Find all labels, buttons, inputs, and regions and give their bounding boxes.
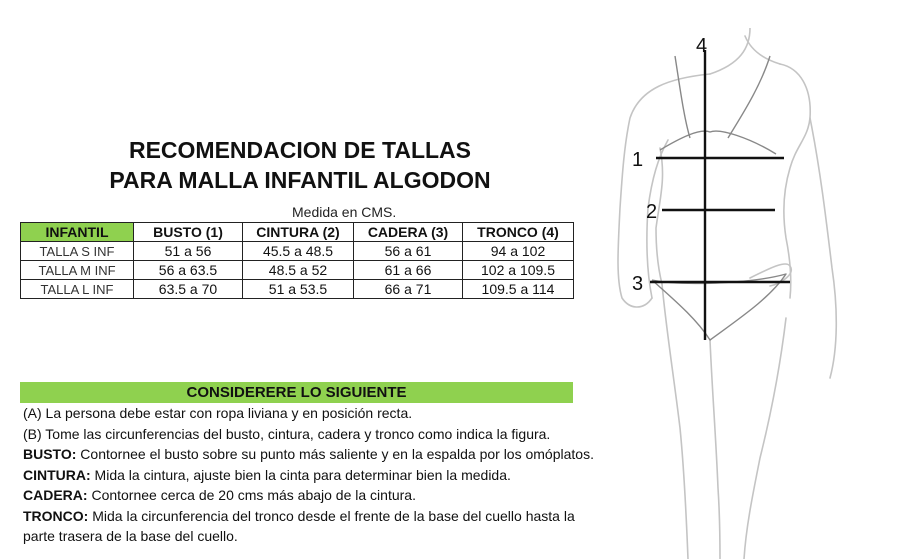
table-cell: 56 a 61: [354, 242, 463, 261]
note-tronco-cont-text: parte trasera de la base del cuello.: [23, 528, 238, 544]
table-cell: 94 a 102: [463, 242, 574, 261]
left-leg: [662, 284, 688, 559]
note-tronco-label: TRONCO:: [23, 508, 89, 524]
table-cell: 109.5 a 114: [463, 280, 574, 299]
note-cintura: [23, 467, 511, 483]
table-cell: 51 a 53.5: [243, 280, 354, 299]
table-cell: 63.5 a 70: [134, 280, 243, 299]
note-cadera-text: Contornee cerca de 20 cms más abajo de la cintura.: [87, 487, 416, 503]
header-tronco: TRONCO (4): [463, 223, 574, 242]
note-b: [23, 426, 550, 442]
page-title-line1: RECOMENDACION DE TALLAS: [128, 137, 471, 163]
note-tronco-text: Mida la circunferencia del tronco desde el frente de la base del cuello hasta la: [88, 508, 575, 524]
note-b-text: (B) Tome las circunferencias del busto, cintura, cadera y tronco como indica la figura.: [23, 426, 551, 442]
header-cadera: CADERA (3): [354, 223, 463, 242]
note-cintura-text: Mida la cintura, ajuste bien la cinta para determinar bien la medida.: [90, 467, 511, 483]
right-leg: [744, 318, 786, 559]
table-caption: Medida en CMS.: [292, 204, 397, 220]
row-label: TALLA M INF: [21, 261, 134, 280]
row-label: TALLA S INF: [21, 242, 134, 261]
header-cintura: CINTURA (2): [243, 223, 354, 242]
table-cell: 51 a 56: [134, 242, 243, 261]
neck-outline: [710, 28, 750, 74]
swimsuit-bottom: [652, 274, 786, 340]
swimsuit-top: [660, 131, 776, 154]
note-busto: [23, 446, 594, 462]
note-cintura-label: CINTURA:: [23, 467, 91, 483]
marker-2: 2: [646, 201, 658, 223]
consider-heading: CONSIDERERE LO SIGUIENTE: [20, 382, 573, 403]
table-row: [21, 280, 574, 299]
body-figure: [600, 28, 917, 559]
right-arm: [810, 118, 836, 378]
note-cadera-label: CADERA:: [23, 487, 88, 503]
inner-leg: [710, 340, 720, 559]
marker-3: 3: [632, 273, 644, 295]
table-cell: 61 a 66: [354, 261, 463, 280]
table-cell: 56 a 63.5: [134, 261, 243, 280]
note-a-text: (A) La persona debe estar con ropa liviana y en posición recta.: [23, 405, 413, 421]
header-busto: BUSTO (1): [134, 223, 243, 242]
marker-4: 4: [696, 35, 708, 57]
page-title-line2: PARA MALLA INFANTIL ALGODON: [109, 167, 491, 193]
table-header-row: [21, 223, 574, 242]
table-cell: 102 a 109.5: [463, 261, 574, 280]
size-table: [20, 222, 574, 299]
note-tronco: [23, 508, 575, 524]
marker-1: 1: [632, 149, 644, 171]
neck-right: [745, 36, 780, 64]
row-label: TALLA L INF: [21, 280, 134, 299]
note-busto-text: Contornee el busto sobre su punto más saliente y en la espalda por los omóplatos.: [76, 446, 594, 462]
header-infantil: INFANTIL: [21, 223, 134, 242]
table-cell: 48.5 a 52: [243, 261, 354, 280]
table-row: [21, 261, 574, 280]
note-a: [23, 405, 412, 421]
table-cell: 66 a 71: [354, 280, 463, 299]
note-tronco-cont: [23, 528, 238, 544]
note-cadera: [23, 487, 416, 503]
table-cell: 45.5 a 48.5: [243, 242, 354, 261]
note-busto-label: BUSTO:: [23, 446, 77, 462]
torso-right: [780, 64, 810, 298]
table-row: [21, 242, 574, 261]
